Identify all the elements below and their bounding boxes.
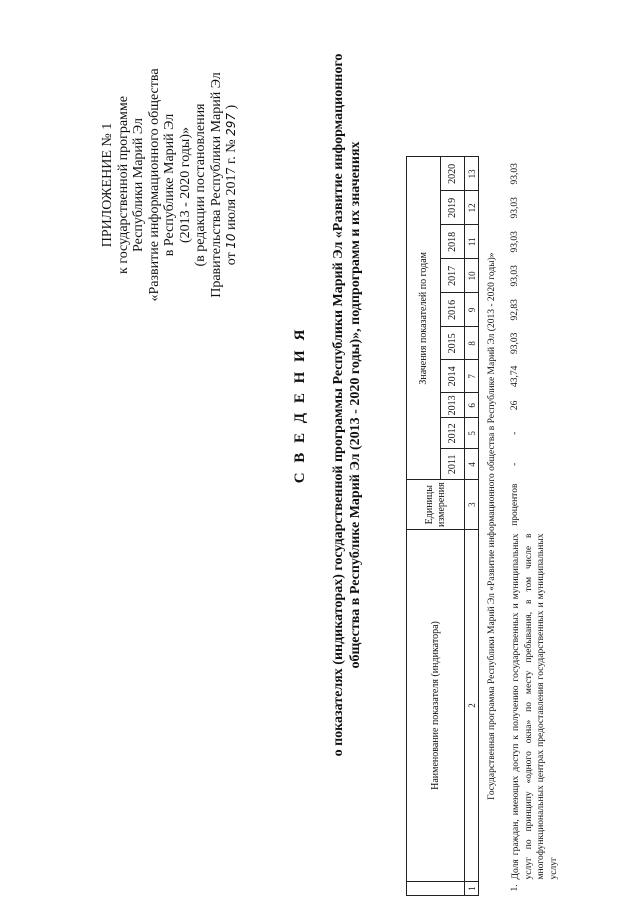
year-header: 2019 [441, 191, 465, 225]
subtitle-line: о показателях (индикаторах) государственной программы Республики Марий Эл «Развитие информационного [331, 53, 346, 757]
value-cell: 93,03 [510, 197, 520, 219]
column-number: 10 [465, 259, 479, 293]
appendix-line: (2013 - 2020 годы)» [177, 127, 193, 244]
column-number: 6 [465, 393, 479, 418]
column-number: 7 [465, 360, 479, 393]
year-header: 2017 [441, 259, 465, 293]
value-cell: 92,83 [510, 299, 520, 321]
value-cell: 93,03 [510, 163, 520, 185]
program-title: Государственная программа Республики Марий Эл «Развитие информационного общества в Республике Марий Эл (2013 - 2020 годы)» [487, 252, 497, 800]
appendix-line: Республики Марий Эл [131, 118, 146, 252]
column-number: 9 [465, 293, 479, 327]
column-number-row [465, 157, 479, 896]
appendix-line: (в редакции постановления [193, 103, 208, 267]
value-cell: - [510, 431, 520, 435]
year-header: 2013 [441, 393, 465, 418]
column-number: 12 [465, 191, 479, 225]
date-prefix: от [224, 252, 239, 266]
column-number: 8 [465, 327, 479, 360]
year-header: 2020 [441, 157, 465, 191]
year-header: 2012 [441, 418, 465, 449]
indicator-unit: процентов [510, 483, 520, 526]
header-unit: Единицы измерения [407, 480, 465, 530]
column-number: 4 [465, 449, 479, 480]
column-number: 13 [465, 157, 479, 191]
value-cell: 93,03 [510, 332, 520, 355]
column-number: 5 [465, 418, 479, 449]
subtitle-line: общества в Республике Марий Эл (2013 - 2020 годы)», подпрограмм и их значениях [348, 141, 363, 669]
header-values-by-year: Значения показателей по годам [407, 157, 441, 480]
value-cell: 26 [510, 400, 520, 411]
document-subtitle [330, 5, 364, 805]
date-number: 297 [224, 113, 238, 136]
date-suffix: ) [224, 104, 239, 110]
program-title-row [479, 157, 506, 896]
date-middle: июля 2017 г. № [224, 139, 239, 230]
value-cell: 43,74 [510, 365, 520, 388]
table-row [505, 157, 560, 896]
value-cell: 93,03 [510, 231, 520, 253]
appendix-line: «Развитие информационного общества [146, 68, 162, 302]
indicators-table [406, 156, 560, 896]
value-cell: 93,03 [510, 265, 520, 287]
table-header-row [407, 157, 441, 896]
year-header: 2016 [441, 293, 465, 327]
column-number: 3 [465, 480, 479, 530]
appendix-line: к государственной программе [115, 96, 131, 274]
column-number: 2 [465, 530, 479, 882]
appendix-line: в Республике Марий Эл [162, 113, 177, 257]
date-day: 10 [224, 233, 238, 249]
appendix-line: Правительства Республики Марий Эл [208, 72, 224, 298]
row-number: 1. [510, 884, 520, 892]
year-header: 2014 [441, 360, 465, 393]
column-number: 1 [465, 882, 479, 896]
header-indicator-name: Наименование показателя (индикатора) [407, 530, 465, 882]
appendix-date-line [224, 60, 240, 310]
document-title: С В Е Д Е Н И Я [292, 326, 308, 484]
column-number: 11 [465, 225, 479, 259]
header-rownum-cell [407, 882, 465, 896]
value-cell: - [510, 462, 520, 466]
appendix-block [100, 60, 240, 310]
year-header: 2011 [441, 449, 465, 480]
indicator-name: Доля граждан, имеющих доступ к получению государственных и муниципальных услуг по принципу «одного окна» по месту пребывания, в том числе в многофункциональных центрах предоставления государственных и муниципальных услуг [511, 533, 559, 880]
appendix-line: ПРИЛОЖЕНИЕ № 1 [100, 122, 115, 248]
year-header: 2015 [441, 327, 465, 360]
year-header: 2018 [441, 225, 465, 259]
